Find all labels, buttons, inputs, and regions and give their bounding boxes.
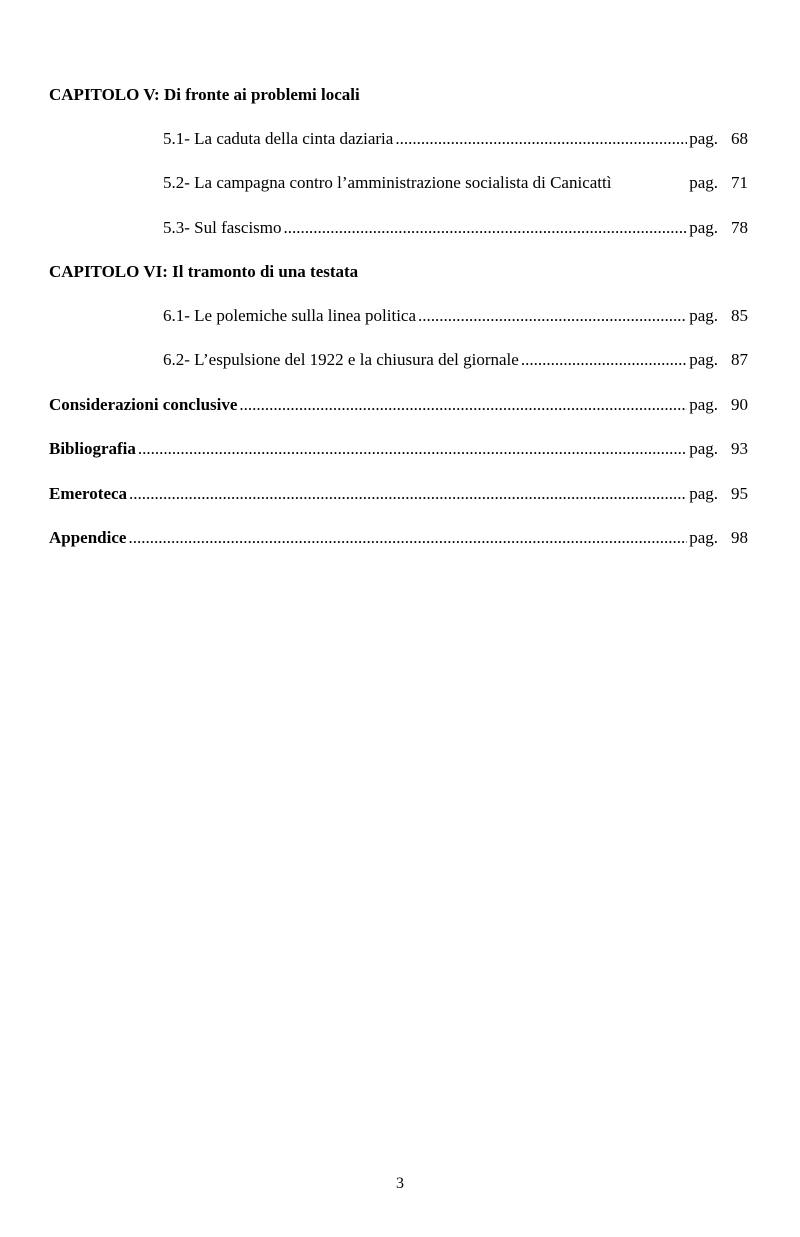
toc-entry-5-2: [163, 173, 748, 193]
page-ref: 90: [731, 395, 748, 414]
pag-label: pag.: [689, 528, 718, 547]
toc-entry-label: 5.1- La caduta della cinta daziaria: [163, 129, 394, 148]
page-ref: 68: [731, 129, 748, 148]
toc-entry-label: 6.2- L’espulsione del 1922 e la chiusura del giornale: [163, 350, 519, 369]
page-number: 3: [396, 1175, 404, 1192]
dot-leader: [395, 129, 687, 149]
toc-entry-appendice: [49, 528, 748, 548]
section-title: Emeroteca: [49, 484, 128, 503]
toc-entry-5-3: [163, 218, 748, 238]
page-ref: 93: [731, 439, 748, 458]
toc-entry-label: 5.2- La campagna contro l’amministrazione socialista di Canicattì: [163, 173, 612, 192]
page-ref: 85: [731, 306, 748, 325]
dot-leader: [418, 306, 687, 326]
pag-label: pag.: [689, 129, 718, 148]
section-title: Appendice: [49, 528, 127, 547]
toc-entry-label: [49, 528, 126, 548]
page-ref: 98: [731, 528, 748, 547]
page-ref: 71: [731, 173, 748, 192]
toc-entry-5-1: [163, 129, 748, 149]
chapter-5-heading: CAPITOLO V: Di fronte ai problemi locali: [49, 85, 360, 104]
pag-label: pag.: [689, 173, 718, 192]
toc-entry-label: [49, 484, 127, 504]
dot-leader: [128, 528, 687, 548]
pag-label: pag.: [689, 218, 718, 237]
dot-leader: [284, 218, 688, 238]
dot-leader: [521, 350, 687, 370]
dot-leader: [239, 395, 687, 415]
toc-entry-label: 6.1- Le polemiche sulla linea politica: [163, 306, 417, 325]
pag-label: pag.: [689, 395, 718, 414]
section-title: Bibliografia: [49, 439, 136, 458]
pag-label: pag.: [689, 484, 718, 503]
section-title: Considerazioni conclusive: [49, 395, 238, 414]
toc-entry-6-2: [163, 350, 748, 370]
pag-label: pag.: [689, 350, 718, 369]
dot-leader: [138, 439, 687, 459]
toc-entry-label: 5.3- Sul fascismo: [163, 218, 282, 237]
chapter-6-heading: CAPITOLO VI: Il tramonto di una testata: [49, 262, 359, 281]
pag-label: pag.: [689, 439, 718, 458]
page-ref: 95: [731, 484, 748, 503]
toc-entry-label: [49, 439, 136, 459]
toc-entry-6-1: [163, 306, 748, 326]
toc-entry-emeroteca: [49, 484, 748, 504]
dot-leader: [129, 484, 687, 504]
toc-entry-label: [49, 395, 237, 415]
page-ref: 78: [731, 218, 748, 237]
toc-entry-bibliografia: [49, 439, 748, 459]
toc-entry-considerazioni: [49, 395, 748, 415]
pag-label: pag.: [689, 306, 718, 325]
page-ref: 87: [731, 350, 748, 369]
